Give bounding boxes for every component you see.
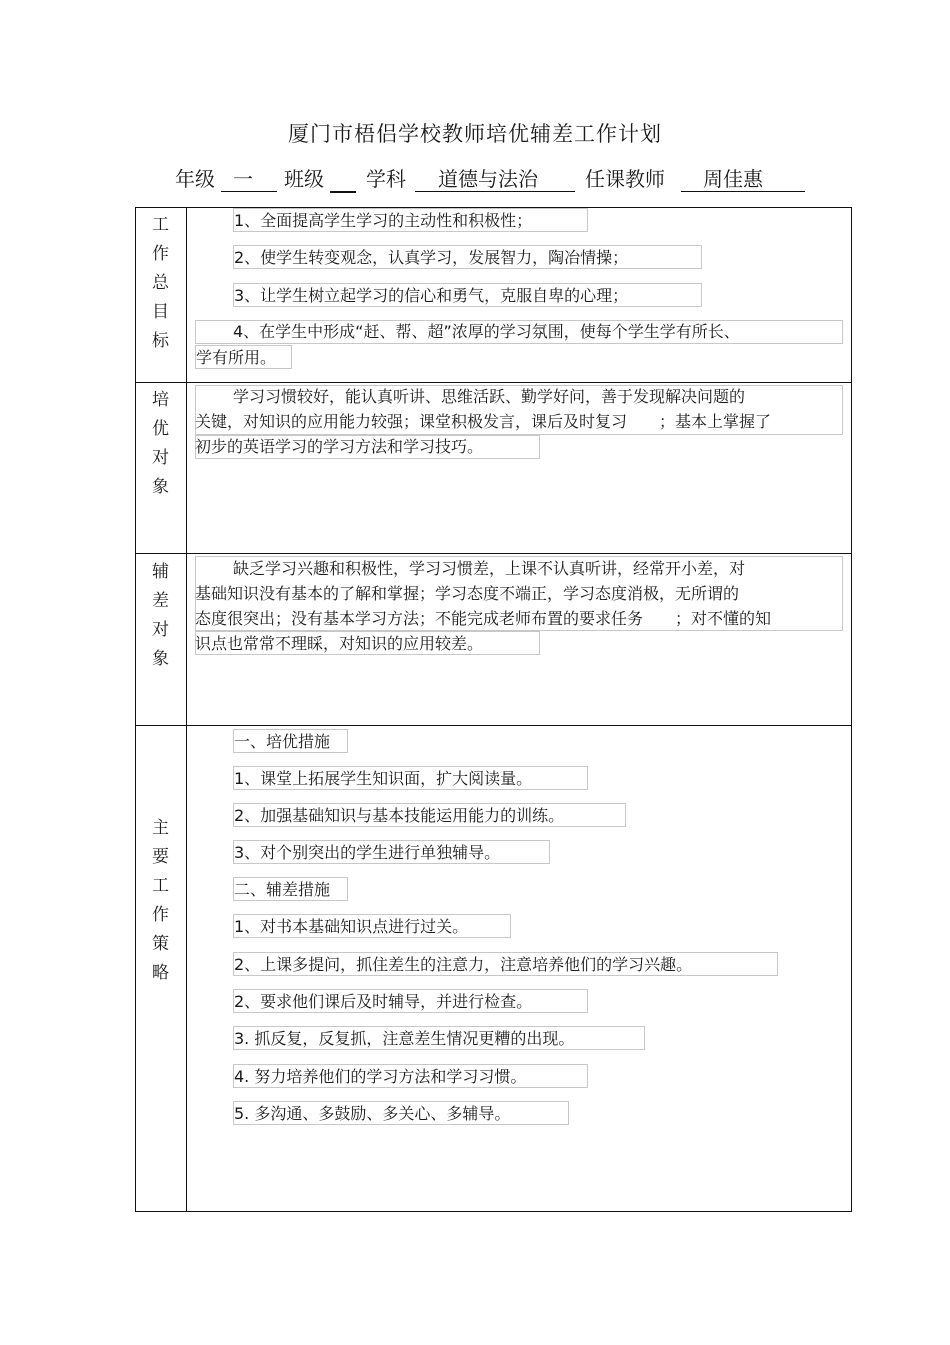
goal-item-3: 3、让学生树立起学习的信心和勇气，克服自卑的心理； xyxy=(233,283,702,307)
goal-item-2: 2、使学生转变观念，认真学习，发展智力，陶冶情操； xyxy=(233,245,702,269)
strategy-weak-3: 2、要求他们课后及时辅导，并进行检查。 xyxy=(233,989,588,1013)
grade-label: 年级 xyxy=(175,167,215,191)
teacher-value: 周佳惠 xyxy=(703,167,763,191)
row-divider-2 xyxy=(135,553,852,554)
goal-item-4: 4、在学生中形成“赶、帮、超”浓厚的学习氛围，使每个学生学有所长、 xyxy=(233,322,740,341)
grade-value: 一 xyxy=(233,167,253,191)
subject-value: 道德与法治 xyxy=(438,167,538,191)
strategy-weak-5: 4. 努力培养他们的学习方法和学习习惯。 xyxy=(233,1064,588,1088)
goals-label: 工 作 总 目 标 xyxy=(152,215,169,351)
row-divider-3 xyxy=(135,725,852,726)
strategy-heading-top: 一、培优措施 xyxy=(233,729,348,753)
subject-underline xyxy=(415,191,575,192)
subject-label: 学科 xyxy=(366,167,406,191)
strategies-label: 主 要 工 作 策 略 xyxy=(152,818,169,983)
row-divider-1 xyxy=(135,382,852,383)
table-column-divider xyxy=(186,207,187,1212)
top-students-text: 学习习惯较好，能认真听讲、思维活跃、勤学好问，善于发现解决问题的 关键，对知识的应用能力较强；课堂积极发言，课后及时复习 ；基本上掌握了 初步的英语学习的学习方法和学习技巧。 xyxy=(195,387,772,456)
strategy-weak-2: 2、上课多提问，抓住差生的注意力，注意培养他们的学习兴趣。 xyxy=(233,952,778,976)
strategy-weak-6: 5. 多沟通、多鼓励、多关心、多辅导。 xyxy=(233,1101,569,1125)
goal-item-1: 1、全面提高学生学习的主动性和积极性； xyxy=(233,208,588,232)
class-label: 班级 xyxy=(284,167,324,191)
strategy-top-3: 3、对个别突出的学生进行单独辅导。 xyxy=(233,840,550,864)
strategy-top-1: 1、课堂上拓展学生知识面，扩大阅读量。 xyxy=(233,766,588,790)
grade-underline xyxy=(221,191,277,192)
strategy-heading-weak: 二、辅差措施 xyxy=(233,877,348,901)
weak-students-text: 缺乏学习兴趣和积极性，学习习惯差，上课不认真听讲，经常开小差，对 基础知识没有基本的了解和掌握；学习态度不端正，学习态度消极，无所谓的 态度很突出；没有基本学习方法；不能完成老师布置的要求任务 ；对不懂的知 识点也常常不理睬，对知识的应用较差。 xyxy=(195,559,772,653)
goal-item-4-frame xyxy=(195,320,843,344)
teacher-underline xyxy=(681,191,805,192)
top-students-label: 培 优 对 象 xyxy=(152,390,169,497)
strategy-weak-4: 3. 抓反复，反复抓，注意差生情况更糟的出现。 xyxy=(233,1026,645,1050)
document-title: 厦门市梧侣学校教师培优辅差工作计划 xyxy=(288,122,662,146)
goal-item-4-cont: 学有所用。 xyxy=(195,345,292,369)
strategy-weak-1: 1、对书本基础知识点进行过关。 xyxy=(233,914,511,938)
weak-students-label: 辅 差 对 象 xyxy=(152,562,169,669)
class-underline xyxy=(330,191,356,193)
strategy-top-2: 2、加强基础知识与基本技能运用能力的训练。 xyxy=(233,803,626,827)
teacher-label: 任课教师 xyxy=(585,167,665,191)
